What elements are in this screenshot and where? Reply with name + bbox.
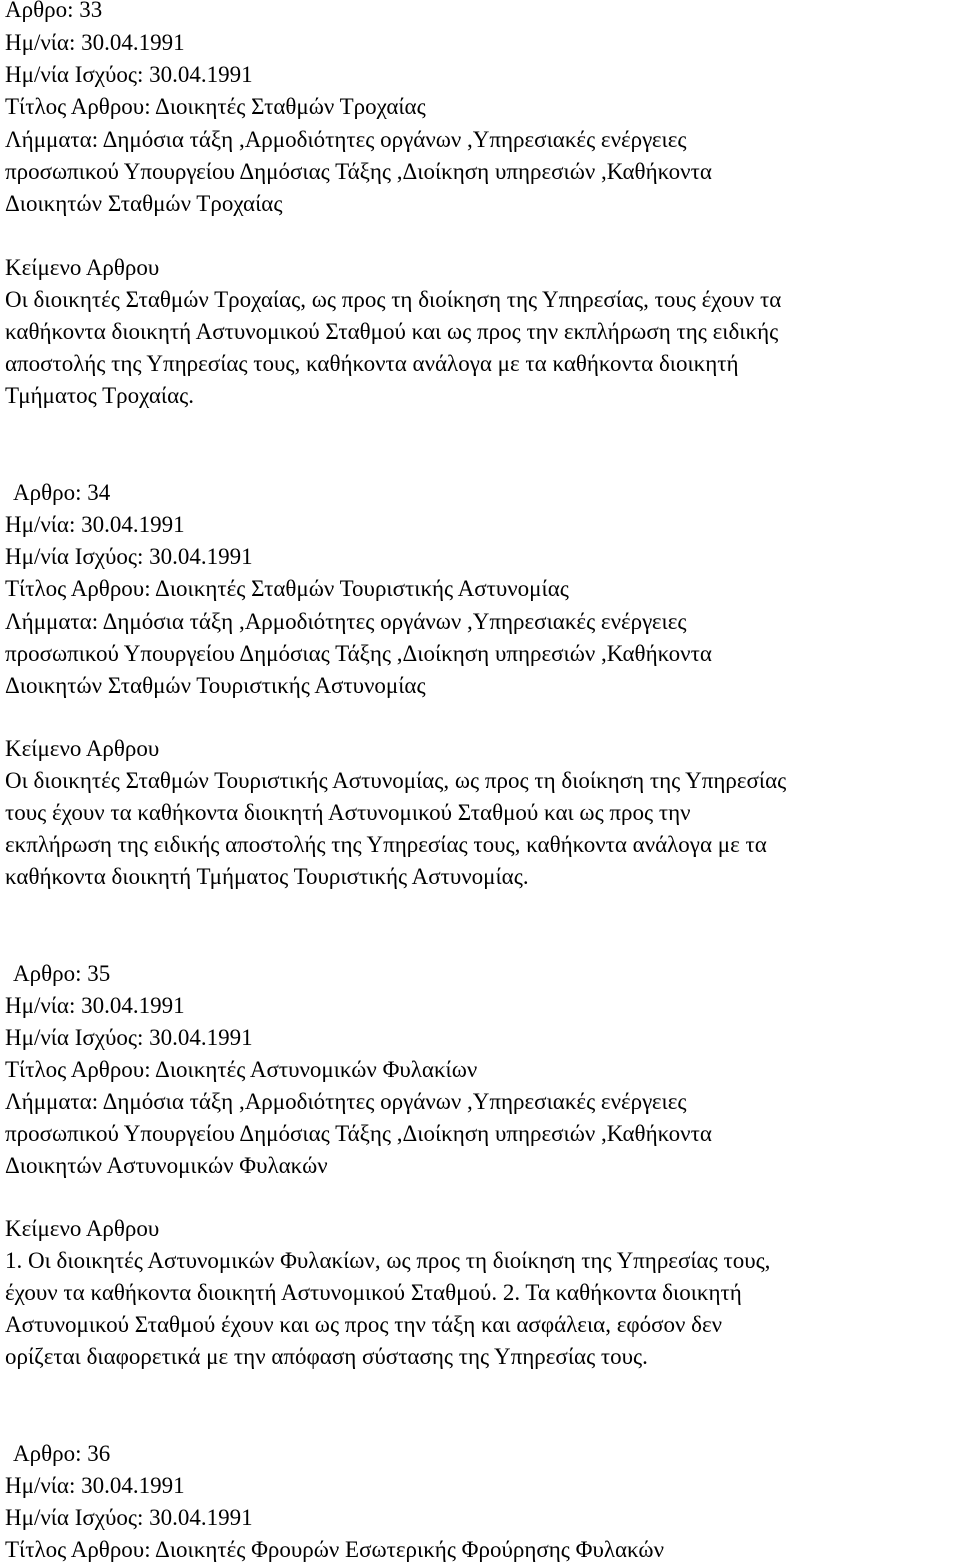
- article-date: Ημ/νία: 30.04.1991: [5, 30, 185, 55]
- article-text-line: καθήκοντα διοικητή Τμήματος Τουριστικής Αστυνομίας.: [5, 864, 529, 889]
- article-number: Αρθρο: 34: [13, 480, 111, 505]
- article-number: Αρθρο: 33: [5, 0, 103, 22]
- article-keywords-line: προσωπικού Υπουργείου Δημόσιας Τάξης ,Διοίκηση υπηρεσιών ,Καθήκοντα: [5, 641, 712, 666]
- article-title: Τίτλος Αρθρου: Διοικητές Αστυνομικών Φυλακίων: [5, 1057, 478, 1082]
- article-effective-date: Ημ/νία Ισχύος: 30.04.1991: [5, 62, 253, 87]
- article-text-line: αποστολής της Υπηρεσίας τους, καθήκοντα ανάλογα με τα καθήκοντα διοικητή: [5, 351, 739, 376]
- article-text-line: Οι διοικητές Σταθμών Τροχαίας, ως προς τη διοίκηση της Υπηρεσίας, τους έχουν τα: [5, 287, 782, 312]
- article-date: Ημ/νία: 30.04.1991: [5, 1473, 185, 1498]
- article-text-heading: Κείμενο Αρθρου: [5, 736, 160, 761]
- article-text-heading: Κείμενο Αρθρου: [5, 1216, 160, 1241]
- article-text-line: Αστυνομικού Σταθμού έχουν και ως προς την τάξη και ασφάλεια, εφόσον δεν: [5, 1312, 723, 1337]
- article-text-line: 1. Οι διοικητές Αστυνομικών Φυλακίων, ως προς τη διοίκηση της Υπηρεσίας τους,: [5, 1248, 771, 1273]
- article-text-line: καθήκοντα διοικητή Αστυνομικού Σταθμού και ως προς την εκπλήρωση της ειδικής: [5, 319, 779, 344]
- article-effective-date: Ημ/νία Ισχύος: 30.04.1991: [5, 544, 253, 569]
- article-keywords-line: Λήμματα: Δημόσια τάξη ,Αρμοδιότητες οργάνων ,Υπηρεσιακές ενέργειες: [5, 609, 687, 634]
- article-text-heading: Κείμενο Αρθρου: [5, 255, 160, 280]
- article-effective-date: Ημ/νία Ισχύος: 30.04.1991: [5, 1025, 253, 1050]
- article-keywords-line: Λήμματα: Δημόσια τάξη ,Αρμοδιότητες οργάνων ,Υπηρεσιακές ενέργειες: [5, 127, 687, 152]
- article-text-line: τους έχουν τα καθήκοντα διοικητή Αστυνομικού Σταθμού και ως προς την: [5, 800, 691, 825]
- article-title: Τίτλος Αρθρου: Διοικητές Σταθμών Τροχαίας: [5, 94, 426, 119]
- article-text-line: ορίζεται διαφορετικά με την απόφαση σύστασης της Υπηρεσίας τους.: [5, 1344, 648, 1369]
- article-text-line: έχουν τα καθήκοντα διοικητή Αστυνομικού Σταθμού. 2. Τα καθήκοντα διοικητή: [5, 1280, 742, 1305]
- article-text-line: Τμήματος Τροχαίας.: [5, 383, 194, 408]
- article-keywords-line: προσωπικού Υπουργείου Δημόσιας Τάξης ,Διοίκηση υπηρεσιών ,Καθήκοντα: [5, 159, 712, 184]
- article-date: Ημ/νία: 30.04.1991: [5, 993, 185, 1018]
- article-text-line: Οι διοικητές Σταθμών Τουριστικής Αστυνομίας, ως προς τη διοίκηση της Υπηρεσίας: [5, 768, 787, 793]
- article-number: Αρθρο: 35: [13, 961, 111, 986]
- article-keywords-line: Διοικητών Σταθμών Τουριστικής Αστυνομίας: [5, 673, 426, 698]
- article-keywords-line: Λήμματα: Δημόσια τάξη ,Αρμοδιότητες οργάνων ,Υπηρεσιακές ενέργειες: [5, 1089, 687, 1114]
- article-keywords-line: Διοικητών Σταθμών Τροχαίας: [5, 191, 283, 216]
- article-text-line: εκπλήρωση της ειδικής αποστολής της Υπηρεσίας τους, καθήκοντα ανάλογα με τα: [5, 832, 767, 857]
- article-number: Αρθρο: 36: [13, 1441, 111, 1466]
- article-date: Ημ/νία: 30.04.1991: [5, 512, 185, 537]
- article-keywords-line: προσωπικού Υπουργείου Δημόσιας Τάξης ,Διοίκηση υπηρεσιών ,Καθήκοντα: [5, 1121, 712, 1146]
- article-title: Τίτλος Αρθρου: Διοικητές Σταθμών Τουριστικής Αστυνομίας: [5, 576, 569, 601]
- article-keywords-line: Διοικητών Αστυνομικών Φυλακών: [5, 1153, 328, 1178]
- article-effective-date: Ημ/νία Ισχύος: 30.04.1991: [5, 1505, 253, 1530]
- article-title: Τίτλος Αρθρου: Διοικητές Φρουρών Εσωτερικής Φρούρησης Φυλακών: [5, 1537, 664, 1562]
